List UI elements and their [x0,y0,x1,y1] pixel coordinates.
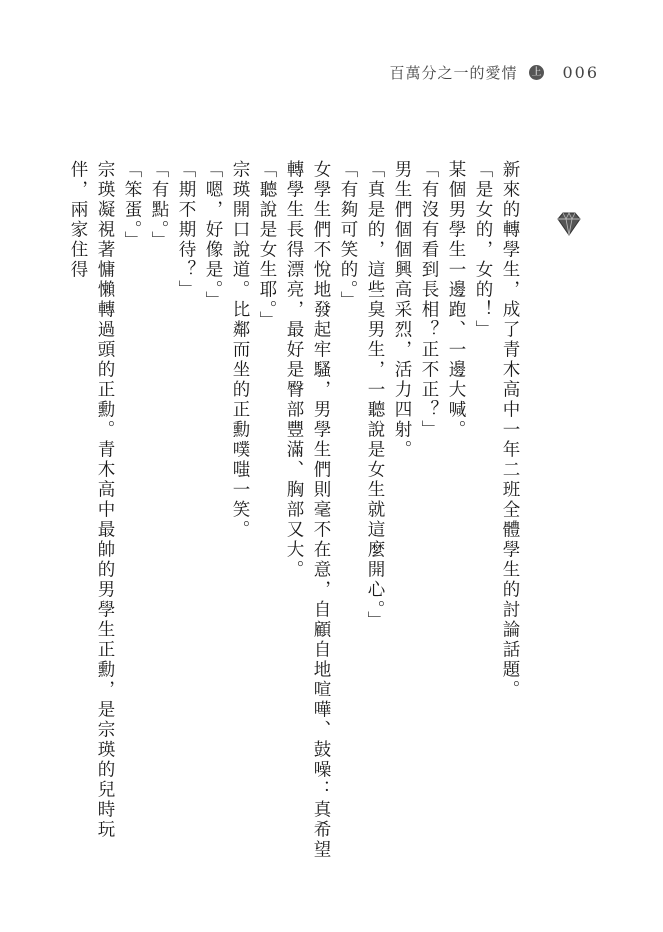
volume-mark: 上 [531,67,543,78]
paragraph: 「有點。」 [149,160,169,252]
page-number: 006 [562,63,599,82]
paragraph: 「有沒有看到長相？正不正？」 [419,160,439,440]
diamond-icon [556,212,582,236]
paragraph: 「真是的，這些臭男生，一聽說是女生就這麼開心。」 [365,160,385,632]
paragraph: 「笨蛋。」 [122,160,142,252]
paragraph: 宗瑛開口說道。比鄰而坐的正勳噗嗤一笑。 [230,160,250,540]
book-title: 百萬分之一的愛情 [389,64,518,82]
running-header [389,62,599,83]
paragraph: 「嗯，好像是。」 [203,160,223,312]
paragraph: 「期不期待？」 [176,160,196,300]
paragraph: 新來的轉學生，成了青木高中一年二班全體學生的討論話題。 [500,160,520,700]
body-text [64,160,523,860]
paragraph: 宗瑛凝視著慵懶轉過頭的正勳。青木高中最帥的男學生正勳，是宗瑛的兒時玩伴，兩家住得 [68,160,115,840]
paragraph: 女學生們不悅地發起牢騷，男學生們則毫不在意，自顧自地喧嘩、鼓噪：真希望轉學生長得漂亮，最好是臀部豐滿、胸部又大。 [284,160,331,860]
paragraph: 「是女的，女的！」 [473,160,493,340]
paragraph: 男生們個個興高采烈，活力四射。 [392,160,412,460]
paragraph: 「聽說是女生耶。」 [257,160,277,332]
paragraph: 「有夠可笑的。」 [338,160,358,312]
paragraph: 某個男學生一邊跑、一邊大喊。 [446,160,466,440]
